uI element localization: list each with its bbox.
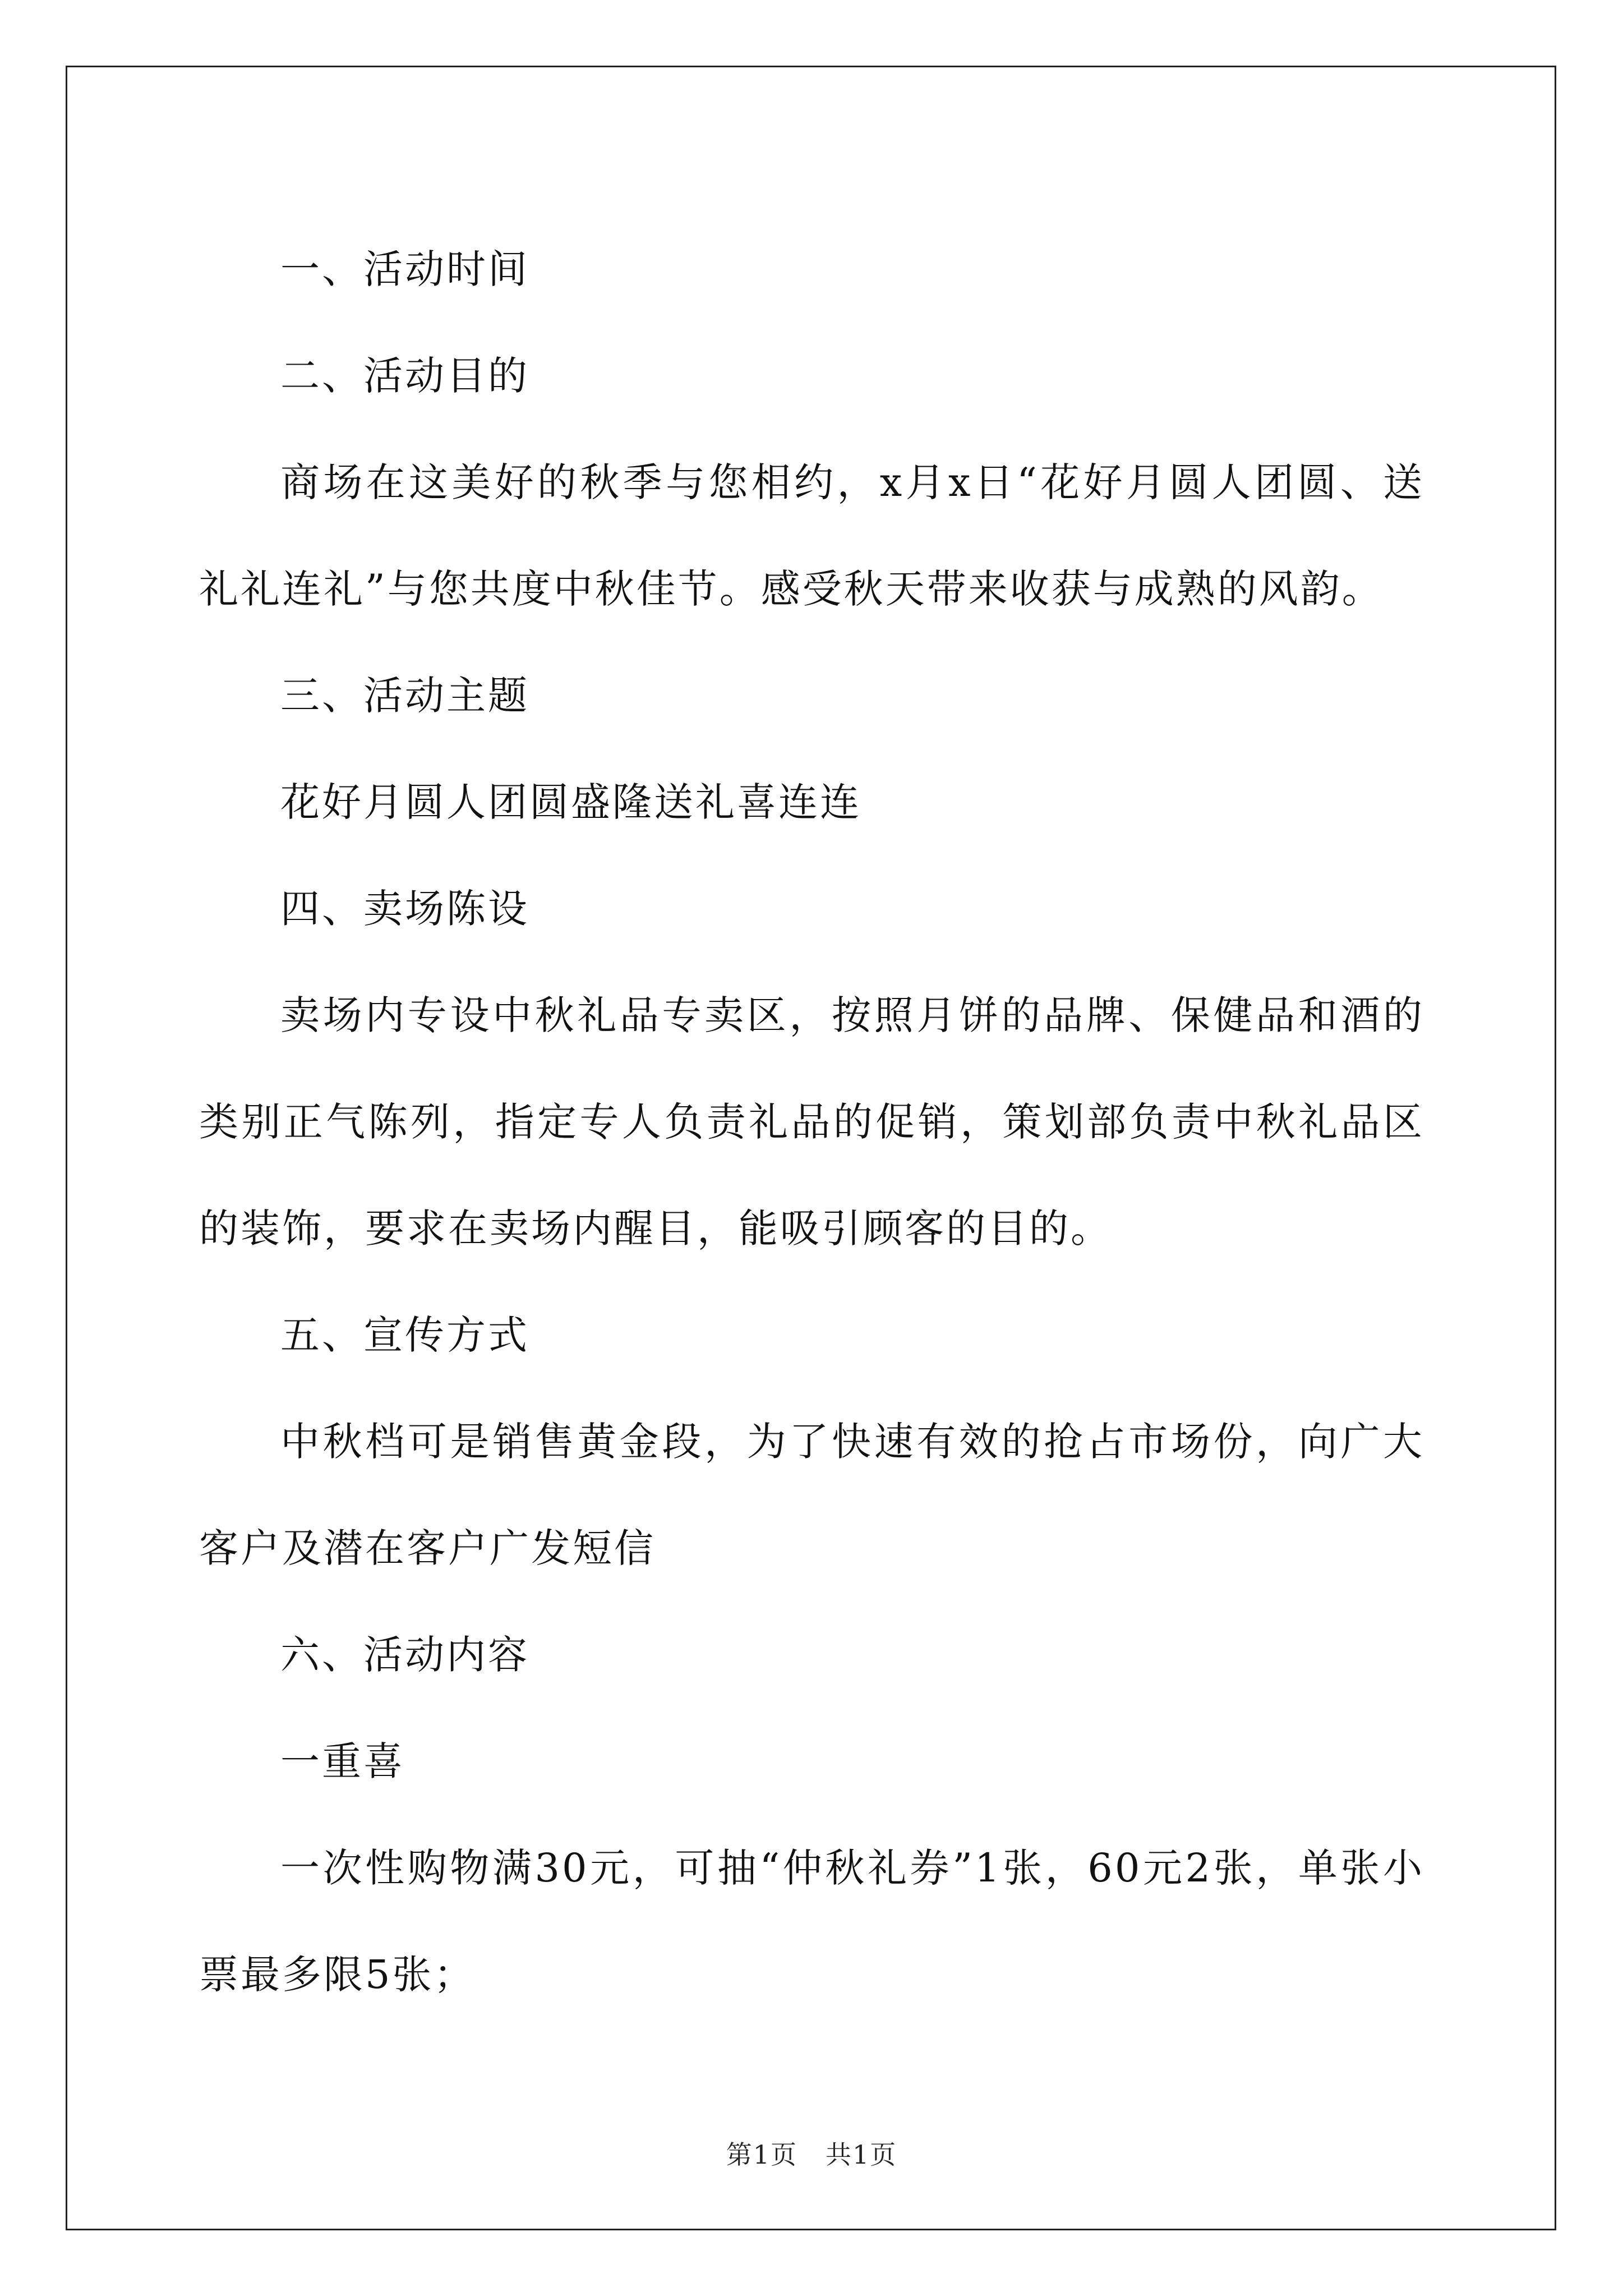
section-heading-time: 一、活动时间: [280, 246, 529, 292]
section-heading-theme: 三、活动主题: [280, 673, 529, 719]
document-body: [199, 216, 1424, 2028]
first-joy-paragraph: 一次性购物满30元，可抽“仲秋礼券”1张，60元2张，单张小票最多限5张；: [199, 1845, 1424, 1998]
section-heading-content: 六、活动内容: [280, 1632, 529, 1678]
section-heading-display: 四、卖场陈设: [280, 886, 529, 932]
subheading-first-joy: 一重喜: [280, 1738, 405, 1784]
page-number: 第1页: [726, 2139, 797, 2170]
promotion-paragraph: 中秋档可是销售黄金段，为了快速有效的抢占市场份，向广大客户及潜在客户广发短信: [199, 1419, 1424, 1571]
theme-paragraph: 花好月圆人团圆盛隆送礼喜连连: [280, 779, 861, 825]
section-heading-promotion: 五、宣传方式: [280, 1312, 529, 1358]
page-total: 共1页: [826, 2139, 897, 2170]
page-footer: [0, 2134, 1623, 2171]
section-heading-purpose: 二、活动目的: [280, 353, 529, 399]
purpose-paragraph: 商场在这美好的秋季与您相约，x月x日“花好月圆人团圆、送礼礼连礼”与您共度中秋佳节。感受秋天带来收获与成熟的风韵。: [199, 459, 1424, 612]
display-paragraph: 卖场内专设中秋礼品专卖区，按照月饼的品牌、保健品和酒的类别正气陈列，指定专人负责礼品的促销，策划部负责中秋礼品区的装饰，要求在卖场内醒目，能吸引顾客的目的。: [199, 992, 1424, 1251]
